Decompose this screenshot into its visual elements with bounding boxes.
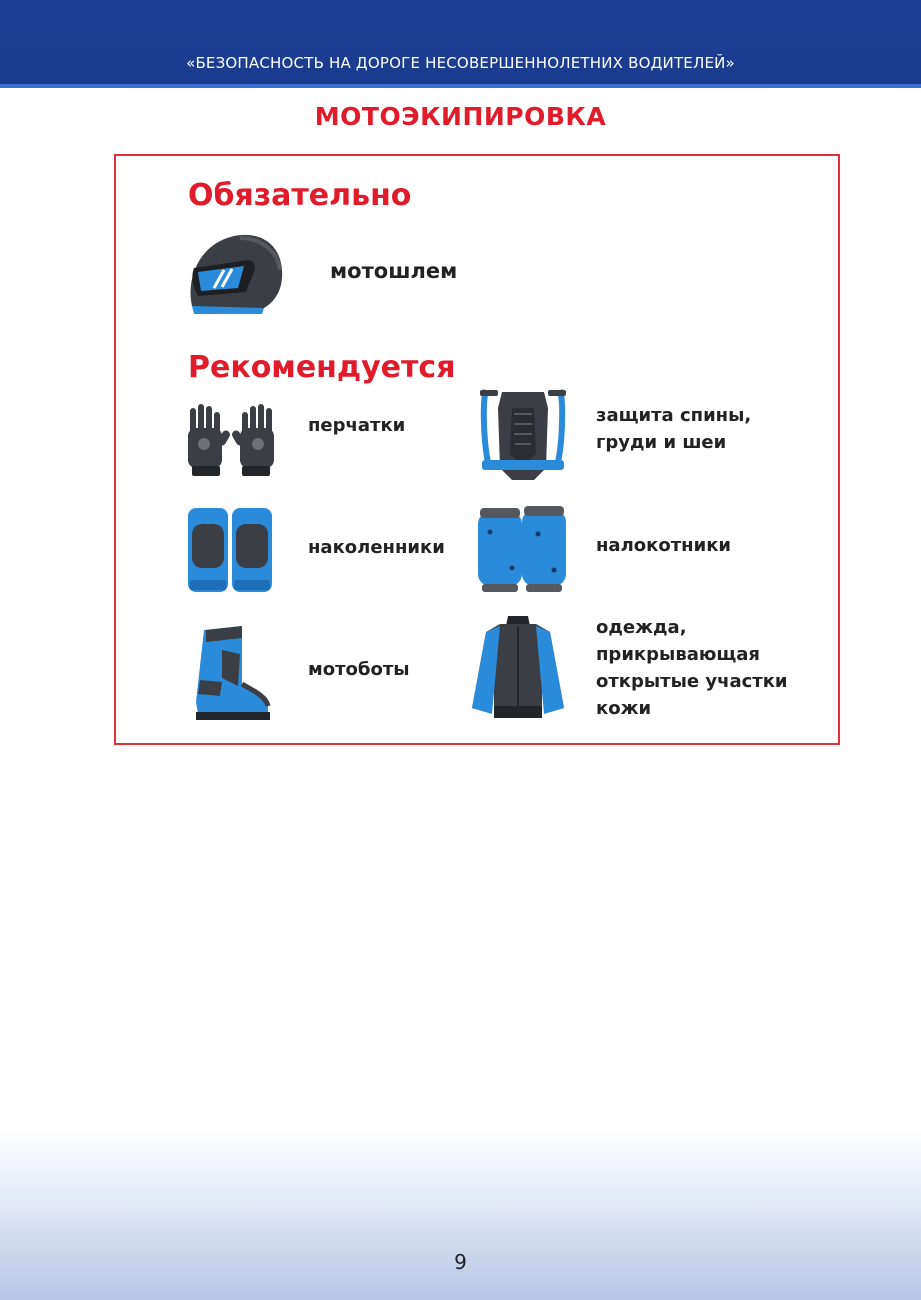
item-label-helmet: мотошлем <box>330 259 458 283</box>
item-label-moto-jacket-line: прикрывающая <box>596 644 760 665</box>
item-label-elbow-pads: налокотники <box>596 535 732 556</box>
item-label-moto-jacket <box>596 614 788 722</box>
elbow-pads-icon <box>476 504 568 594</box>
item-label-moto-jacket-line: одежда, <box>596 617 687 638</box>
helmet-icon <box>184 230 288 316</box>
back-protector-icon <box>478 384 568 482</box>
item-label-moto-jacket-line: открытые участки <box>596 671 788 692</box>
page-title: МОТОЭКИПИРОВКА <box>314 102 607 131</box>
moto-boots-icon <box>192 624 272 722</box>
item-label-moto-jacket-line: кожи <box>596 698 652 719</box>
section-title-recommended: Рекомендуется <box>188 350 456 385</box>
item-label-back-protector-line: защита спины, <box>596 405 752 426</box>
header-text: «БЕЗОПАСНОСТЬ НА ДОРОГЕ НЕСОВЕРШЕННОЛЕТНИХ ВОДИТЕЛЕЙ» <box>186 54 735 72</box>
moto-jacket-icon <box>470 612 566 720</box>
item-label-knee-pads: наколенники <box>308 537 445 558</box>
header-band <box>0 0 921 88</box>
item-label-back-protector-line: груди и шеи <box>596 432 727 453</box>
header-stripe <box>0 84 921 88</box>
item-label-moto-boots: мотоботы <box>308 659 410 680</box>
item-label-back-protector <box>596 402 751 456</box>
item-label-gloves: перчатки <box>308 415 406 436</box>
page-number: 9 <box>454 1250 467 1274</box>
gloves-icon <box>184 402 278 478</box>
knee-pads-icon <box>186 504 274 596</box>
section-title-required: Обязательно <box>188 178 412 213</box>
